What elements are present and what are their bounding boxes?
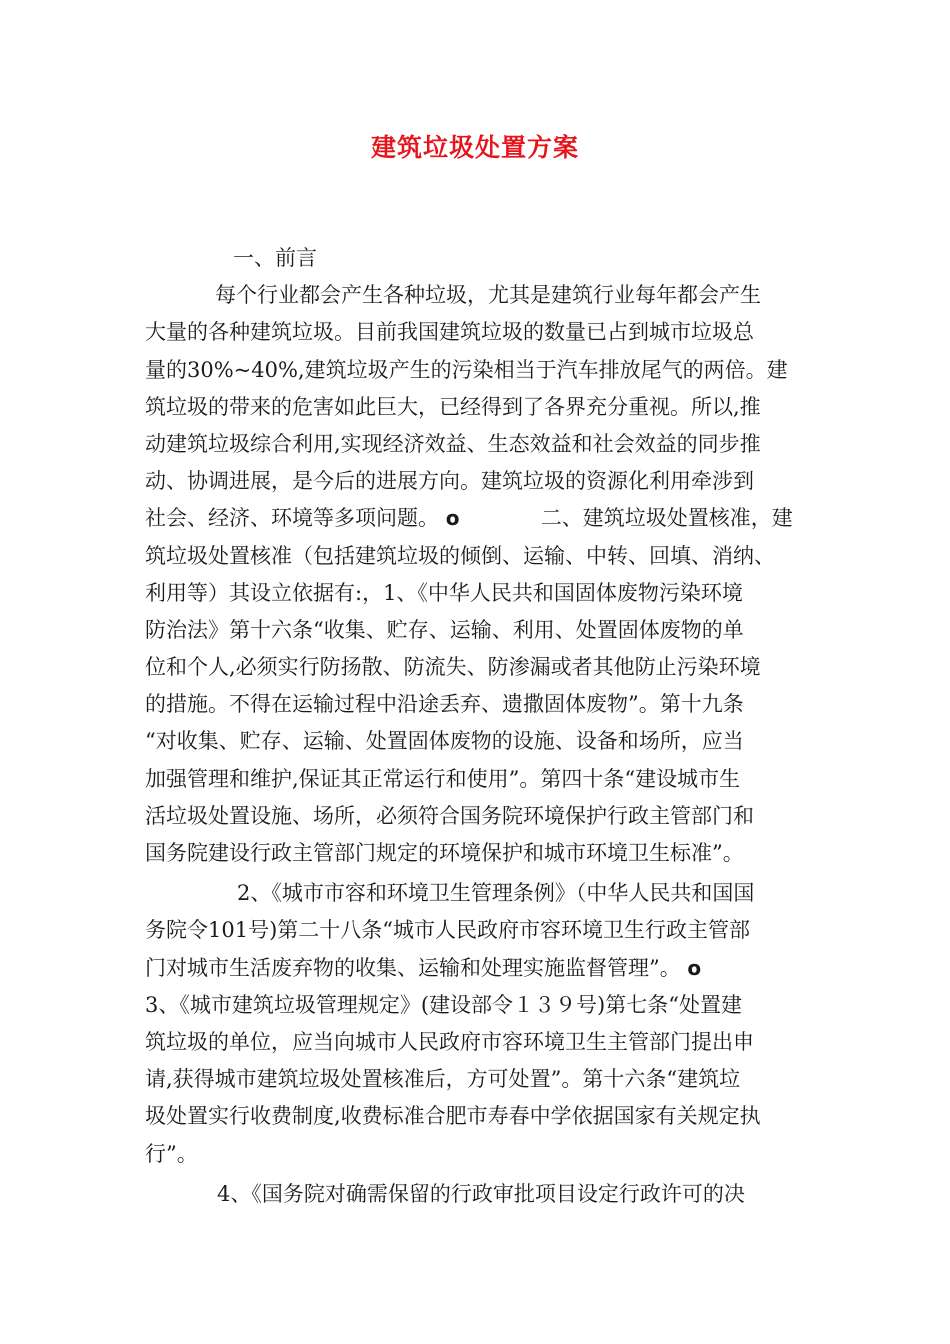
section-heading-approval: 二、建筑垃圾处置核准，建 bbox=[540, 506, 793, 531]
paragraph-line: 筑垃圾处置核准（包括建筑垃圾的倾倒、运输、中转、回填、消纳、 bbox=[145, 543, 775, 568]
paragraph-line: 活垃圾处置设施、场所，必须符合国务院环境保护行政主管部门和 bbox=[145, 803, 754, 828]
paragraph-line: “对收集、贮存、运输、处置固体废物的设施、设备和场所，应当 bbox=[145, 729, 744, 754]
paragraph-line-with-heading bbox=[145, 500, 810, 537]
paragraph-line: 位和个人,必须实行防扬散、防流失、防渗漏或者其他防止污染环境 bbox=[145, 655, 761, 680]
paragraph-line: 务院令101号)第二十八条“城市人民政府市容环境卫生行政主管部 bbox=[145, 918, 751, 943]
paragraph-line: 2、《城市市容和环境卫生管理条例》（中华人民共和国国 bbox=[237, 881, 755, 906]
section-heading-preface: 一、前言 bbox=[233, 246, 317, 270]
paragraph-line: 请,获得城市建筑垃圾处置核准后，方可处置”。第十六条“建筑垃 bbox=[145, 1067, 741, 1092]
paragraph-line: 筑垃圾的带来的危害如此巨大，已经得到了各界充分重视。所以,推 bbox=[145, 394, 761, 419]
paragraph-line: 的措施。不得在运输过程中沿途丢弃、遗撒固体废物”。第十九条 bbox=[145, 692, 744, 717]
paragraph-line: 量的30%~40%,建筑垃圾产生的污染相当于汽车排放尾气的两倍。建 bbox=[145, 357, 788, 382]
paragraph-line: 动、协调进展，是今后的进展方向。建筑垃圾的资源化利用牵涉到 bbox=[145, 469, 754, 494]
document-title: 建筑垃圾处置方案 bbox=[370, 133, 579, 162]
paragraph-line: 国务院建设行政主管部门规定的环境保护和城市环境卫生标准”。 bbox=[145, 841, 744, 865]
paragraph-line: 筑垃圾的单位，应当向城市人民政府市容环境卫生主管部门提出申 bbox=[145, 1029, 754, 1054]
paragraph-mark: o bbox=[445, 506, 460, 531]
paragraph-mark: o bbox=[687, 955, 702, 980]
document-body bbox=[145, 240, 810, 1213]
paragraph-text: 社会、经济、环境等多项问题。 bbox=[145, 506, 439, 531]
paragraph-line: 动建筑垃圾综合利用,实现经济效益、生态效益和社会效益的同步推 bbox=[145, 431, 761, 456]
paragraph-line: 每个行业都会产生各种垃圾，尤其是建筑行业每年都会产生 bbox=[215, 283, 761, 308]
paragraph-line: 4、《国务院对确需保留的行政审批项目设定行政许可的决 bbox=[217, 1181, 745, 1206]
paragraph-line: 圾处置实行收费制度,收费标准合肥市寿春中学依据国家有关规定执 bbox=[145, 1104, 761, 1129]
paragraph-line: 加强管理和维护,保证其正常运行和使用”。第四十条“建设城市生 bbox=[145, 766, 741, 791]
paragraph-line: 大量的各种建筑垃圾。目前我国建筑垃圾的数量已占到城市垃圾总 bbox=[145, 320, 754, 345]
paragraph-text: 门对城市生活废弃物的收集、运输和处理实施监督管理”。 bbox=[145, 955, 681, 980]
paragraph-line: 3、《城市建筑垃圾管理规定》(建设部令１３９号)第七条“处置建 bbox=[145, 992, 742, 1017]
paragraph-line-with-mark bbox=[145, 950, 810, 987]
paragraph-line: 行”。 bbox=[145, 1141, 198, 1166]
paragraph-line: 利用等）其设立依据有:，1、《中华人民共和国固体废物污染环境 bbox=[145, 580, 743, 605]
paragraph-line: 防治法》第十六条“收集、贮存、运输、利用、处置固体废物的单 bbox=[145, 617, 744, 642]
